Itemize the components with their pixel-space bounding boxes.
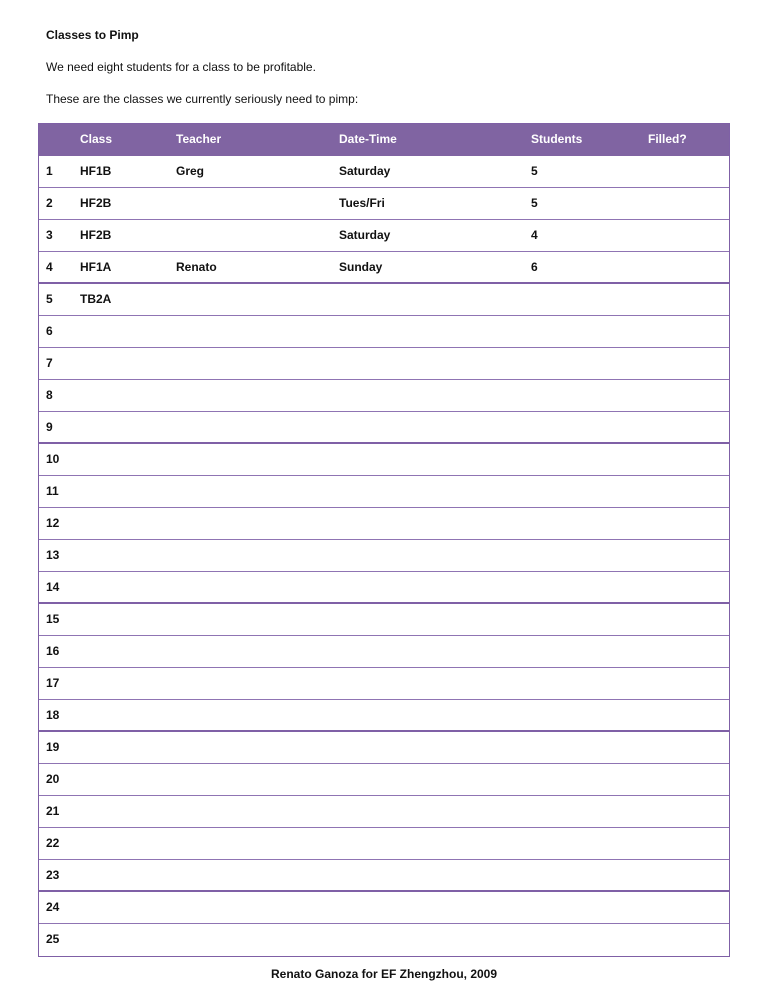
- cell-number: 7: [46, 356, 53, 370]
- cell-date-time: Sunday: [339, 260, 383, 274]
- cell-number: 21: [46, 804, 60, 818]
- table-row: [39, 860, 729, 892]
- cell-number: 15: [46, 612, 60, 626]
- table-row: [39, 380, 729, 412]
- cell-number: 18: [46, 708, 60, 722]
- cell-number: 20: [46, 772, 60, 786]
- cell-number: 11: [46, 484, 59, 498]
- table-header-row: [39, 124, 729, 156]
- table-row: [39, 668, 729, 700]
- cell-class: HF1B: [80, 164, 112, 178]
- cell-teacher: Greg: [176, 164, 205, 178]
- cell-number: 1: [46, 164, 53, 178]
- cell-students: 5: [531, 164, 538, 178]
- cell-number: 14: [46, 580, 60, 594]
- table-row: [39, 348, 729, 380]
- header-teacher: Teacher: [176, 132, 222, 146]
- cell-number: 13: [46, 548, 60, 562]
- cell-number: 17: [46, 676, 60, 690]
- table-row: [39, 924, 729, 956]
- cell-number: 3: [46, 228, 53, 242]
- table-row: [39, 188, 729, 220]
- cell-number: 2: [46, 196, 53, 210]
- cell-class: TB2A: [80, 292, 112, 306]
- table-row: [39, 796, 729, 828]
- table-row: [39, 764, 729, 796]
- cell-students: 5: [531, 196, 538, 210]
- footer-credit: Renato Ganoza for EF Zhengzhou, 2009: [270, 967, 498, 981]
- header-filled: Filled?: [648, 132, 687, 146]
- cell-number: 25: [46, 932, 60, 946]
- cell-number: 24: [46, 900, 60, 914]
- cell-number: 9: [46, 420, 53, 434]
- classes-table: [38, 123, 730, 957]
- cell-students: 6: [531, 260, 538, 274]
- table-row: [39, 508, 729, 540]
- cell-students: 4: [531, 228, 538, 242]
- table-row: [39, 252, 729, 284]
- header-students: Students: [531, 132, 583, 146]
- header-class: Class: [80, 132, 113, 146]
- intro-line-classes: These are the classes we currently seriously need to pimp:: [46, 92, 359, 106]
- table-row: [39, 636, 729, 668]
- cell-date-time: Saturday: [339, 228, 391, 242]
- cell-class: HF1A: [80, 260, 112, 274]
- cell-number: 8: [46, 388, 53, 402]
- cell-number: 4: [46, 260, 53, 274]
- table-row: [39, 284, 729, 316]
- table-row: [39, 444, 729, 476]
- cell-class: HF2B: [80, 228, 112, 242]
- table-row: [39, 156, 729, 188]
- cell-number: 6: [46, 324, 53, 338]
- cell-date-time: Saturday: [339, 164, 391, 178]
- cell-date-time: Tues/Fri: [339, 196, 385, 210]
- table-row: [39, 316, 729, 348]
- cell-teacher: Renato: [176, 260, 217, 274]
- table-row: [39, 828, 729, 860]
- table-row: [39, 540, 729, 572]
- cell-number: 22: [46, 836, 60, 850]
- cell-number: 23: [46, 868, 60, 882]
- cell-number: 10: [46, 452, 60, 466]
- table-row: [39, 700, 729, 732]
- cell-number: 12: [46, 516, 60, 530]
- cell-number: 19: [46, 740, 60, 754]
- table-row: [39, 476, 729, 508]
- table-row: [39, 892, 729, 924]
- cell-class: HF2B: [80, 196, 112, 210]
- header-date-time: Date-Time: [339, 132, 397, 146]
- table-row: [39, 572, 729, 604]
- table-row: [39, 732, 729, 764]
- table-row: [39, 220, 729, 252]
- table-row: [39, 604, 729, 636]
- cell-number: 16: [46, 644, 60, 658]
- intro-line-profitable: We need eight students for a class to be profitable.: [46, 60, 316, 74]
- table-row: [39, 412, 729, 444]
- cell-number: 5: [46, 292, 53, 306]
- page-title: Classes to Pimp: [46, 28, 139, 42]
